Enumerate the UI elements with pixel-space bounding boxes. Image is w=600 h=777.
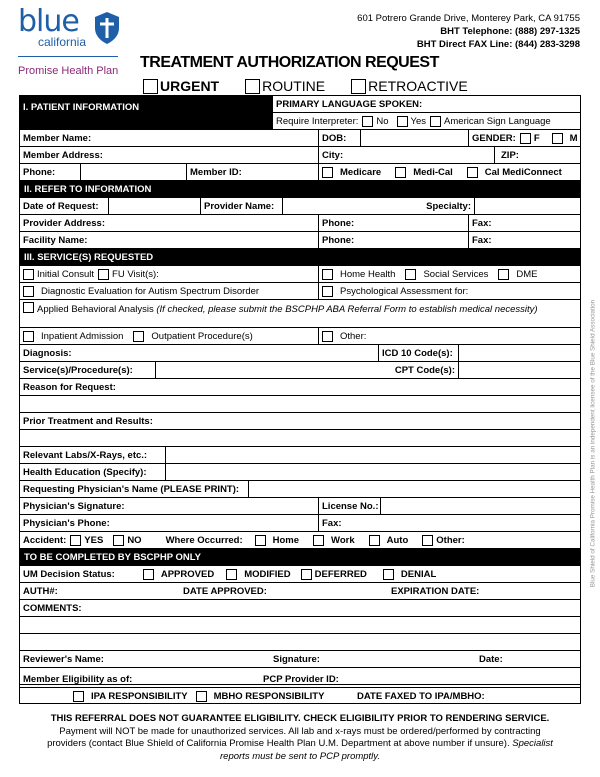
logo <box>18 4 138 77</box>
fu-visits-checkbox[interactable] <box>98 269 109 280</box>
assessment-row: Diagnostic Evaluation for Autism Spectrum Disorder Psychological Assessment for: <box>20 283 580 300</box>
cal-mediconnect-checkbox[interactable] <box>467 167 478 178</box>
member-address-field[interactable]: Member Address: <box>23 149 103 161</box>
urgent-option[interactable]: URGENT <box>143 78 219 94</box>
side-disclaimer: Blue Shield of California Promise Health Plan is an independent licensee of the Blue Shield Association <box>589 299 597 588</box>
routine-checkbox[interactable] <box>245 79 260 94</box>
facility-phone-field[interactable]: Phone: <box>318 232 468 248</box>
license-label: License No.: <box>318 498 380 514</box>
urgent-checkbox[interactable] <box>143 79 158 94</box>
diagnostic-eval-checkbox[interactable] <box>23 286 34 297</box>
comments-field[interactable]: COMMENTS: <box>23 602 82 614</box>
medi-cal-checkbox[interactable] <box>395 167 406 178</box>
auto-checkbox[interactable] <box>369 535 380 546</box>
member-name-row <box>20 130 580 147</box>
provider-address-row <box>20 215 580 232</box>
requesting-physician-field[interactable] <box>248 481 580 497</box>
reason-row <box>20 379 580 396</box>
section-bscphp-only: TO BE COMPLETED BY BSCPHP ONLY <box>20 549 580 566</box>
auth-row <box>20 583 580 600</box>
dme-checkbox[interactable] <box>498 269 509 280</box>
icd10-field[interactable] <box>458 345 580 361</box>
labs-field[interactable] <box>165 447 580 463</box>
physician-signature-row <box>20 498 580 515</box>
aba-checkbox[interactable] <box>23 302 34 313</box>
footer-payment-note: Payment will NOT be made for unauthorized services. All lab and x-rays must be ordered/performed by contracting providers (contact Blue Shield of California Promise Health Plan U.M. Department at above number if unsure). <box>47 725 541 749</box>
zip-field[interactable]: ZIP: <box>494 147 580 163</box>
prior-treatment-row-2[interactable] <box>20 430 580 447</box>
member-address-row <box>20 147 580 164</box>
footer-eligibility-warning: THIS REFERRAL DOES NOT GUARANTEE ELIGIBILITY. CHECK ELIGIBILITY PRIOR TO RENDERING SERVICE. <box>50 713 550 724</box>
comments-row-3[interactable] <box>20 634 580 651</box>
initial-consult-checkbox[interactable] <box>23 269 34 280</box>
diagnosis-row <box>20 345 580 362</box>
accident-row: Accident: YES NO Where Occurred: Home Work Auto Other: <box>20 532 580 549</box>
specialty-label: Specialty: <box>426 200 471 212</box>
retroactive-checkbox[interactable] <box>351 79 366 94</box>
footer-notice <box>40 713 560 763</box>
reviewer-row <box>20 651 580 668</box>
inpatient-checkbox[interactable] <box>23 331 34 342</box>
retroactive-option[interactable]: RETROACTIVE <box>351 78 468 94</box>
date-of-request-label: Date of Request: <box>23 200 99 212</box>
home-checkbox[interactable] <box>255 535 266 546</box>
labs-label: Relevant Labs/X-Rays, etc.: <box>23 449 148 461</box>
physician-fax-field[interactable]: Fax: <box>318 515 580 531</box>
phone-row <box>20 164 580 181</box>
other-location-checkbox[interactable] <box>422 535 433 546</box>
provider-address-field[interactable]: Provider Address: <box>23 217 106 229</box>
facility-fax-field[interactable]: Fax: <box>468 232 580 248</box>
health-education-field[interactable] <box>165 464 580 480</box>
facility-row <box>20 232 580 249</box>
prior-treatment-field[interactable]: Prior Treatment and Results: <box>23 415 153 427</box>
date-faxed-field[interactable]: DATE FAXED TO IPA/MBHO: <box>357 690 485 702</box>
prior-treatment-row <box>20 413 580 430</box>
social-services-checkbox[interactable] <box>405 269 416 280</box>
visit-type-row: Initial Consult FU Visit(s): Home Health Social Services DME <box>20 266 580 283</box>
psych-assessment-checkbox[interactable] <box>322 286 333 297</box>
request-date-row <box>20 198 580 215</box>
request-type-options <box>143 78 494 94</box>
service-procedure-label: Service(s)/Procedure(s): <box>23 364 133 376</box>
date-approved-field[interactable]: DATE APPROVED: <box>183 585 267 597</box>
medicare-checkbox[interactable] <box>322 167 333 178</box>
footer-specialist-note: Specialist reports must be sent to PCP promptly. <box>220 738 553 762</box>
requesting-physician-row <box>20 481 580 498</box>
interpreter-yes-checkbox[interactable] <box>397 116 408 127</box>
reviewer-name-field[interactable]: Reviewer's Name: <box>23 653 104 665</box>
bht-fax: BHT Direct FAX Line: (844) 283-3298 <box>416 39 580 50</box>
primary-language-label[interactable]: PRIMARY LANGUAGE SPOKEN: <box>272 96 580 113</box>
outpatient-checkbox[interactable] <box>133 331 144 342</box>
facility-name-field[interactable]: Facility Name: <box>23 234 88 246</box>
mbho-responsibility-checkbox[interactable] <box>196 691 207 702</box>
reviewer-date-field[interactable]: Date: <box>479 653 503 665</box>
routine-option[interactable]: ROUTINE <box>245 78 325 94</box>
bht-telephone: BHT Telephone: (888) 297-1325 <box>440 26 580 37</box>
requesting-physician-label: Requesting Physician's Name (PLEASE PRINT): <box>23 483 240 495</box>
dob-field[interactable] <box>360 130 468 146</box>
shield-icon <box>94 11 120 45</box>
gender-f-checkbox[interactable] <box>520 133 531 144</box>
health-education-label: Health Education (Specify): <box>23 466 147 478</box>
accident-yes-checkbox[interactable] <box>70 535 81 546</box>
eligibility-row <box>20 671 580 688</box>
provider-name-label: Provider Name: <box>200 198 282 214</box>
comments-row-2[interactable] <box>20 617 580 634</box>
member-id-field[interactable]: Member ID: <box>186 164 318 180</box>
accident-no-checkbox[interactable] <box>113 535 124 546</box>
logo-divider <box>18 56 118 57</box>
section-services-requested: III. SERVICE(S) REQUESTED <box>20 249 580 266</box>
reason-field[interactable]: Reason for Request: <box>23 381 116 393</box>
coverage-options: Medicare Medi-Cal Cal MediConnect <box>318 164 580 180</box>
cpt-label: CPT Code(s): <box>394 364 455 376</box>
patient-header-row <box>20 96 580 130</box>
logo-california-text: california <box>38 35 87 49</box>
section-patient-information: I. PATIENT INFORMATION <box>20 96 267 130</box>
procedure-row <box>20 362 580 379</box>
dob-label: DOB: <box>318 130 360 146</box>
physician-phone-row <box>20 515 580 532</box>
work-checkbox[interactable] <box>313 535 324 546</box>
interpreter-no-checkbox[interactable] <box>362 116 373 127</box>
icd10-label: ICD 10 Code(s): <box>378 345 458 361</box>
page-title: TREATMENT AUTHORIZATION REQUEST <box>140 54 439 71</box>
logo-blue-text: blue <box>18 4 79 39</box>
auth-number-field[interactable]: AUTH#: <box>23 585 58 597</box>
cpt-field[interactable] <box>458 362 580 378</box>
license-field[interactable] <box>380 498 580 514</box>
reviewer-signature-field[interactable]: Signature: <box>273 653 320 665</box>
approved-checkbox[interactable] <box>143 569 154 580</box>
labs-row <box>20 447 580 464</box>
city-field[interactable]: City: <box>318 147 494 163</box>
um-decision-row: UM Decision Status: APPROVED MODIFIED DEFERRED DENIAL <box>20 566 580 583</box>
health-education-row <box>20 464 580 481</box>
gender-m-checkbox[interactable] <box>552 133 563 144</box>
provider-name-field[interactable] <box>282 198 422 214</box>
logo-plan-text: Promise Health Plan <box>18 65 119 77</box>
provider-phone-field[interactable]: Phone: <box>318 215 468 231</box>
contact-address <box>357 12 580 51</box>
ipa-responsibility-checkbox[interactable] <box>73 691 84 702</box>
section-refer-to-information: II. REFER TO INFORMATION <box>20 181 580 198</box>
deferred-checkbox[interactable] <box>301 569 312 580</box>
denial-checkbox[interactable] <box>383 569 394 580</box>
phone-label: Phone: <box>23 166 56 178</box>
interpreter-asl-checkbox[interactable] <box>430 116 441 127</box>
aba-row: Applied Behavioral Analysis (If checked, please submit the BSCPHP ABA Referral Form to establish medical necessity) <box>20 300 580 328</box>
responsibility-row: IPA RESPONSIBILITY MBHO RESPONSIBILITY DATE FAXED TO IPA/MBHO: <box>20 688 580 704</box>
pcp-provider-id-field[interactable]: PCP Provider ID: <box>263 673 339 685</box>
member-name-field[interactable]: Member Name: <box>23 132 92 144</box>
other-service-checkbox[interactable] <box>322 331 333 342</box>
admission-row: Inpatient Admission Outpatient Procedure(s) Other: <box>20 328 580 345</box>
comments-row <box>20 600 580 617</box>
physician-phone-field[interactable]: Physician's Phone: <box>23 517 110 529</box>
physician-signature-field[interactable]: Physician's Signature: <box>23 500 125 512</box>
member-eligibility-field[interactable]: Member Eligibility as of: <box>23 673 133 685</box>
gender-field: GENDER: F M <box>468 130 580 146</box>
specialty-field[interactable] <box>474 198 580 214</box>
reason-row-2[interactable] <box>20 396 580 413</box>
service-procedure-field[interactable] <box>155 362 378 378</box>
provider-fax-field[interactable]: Fax: <box>468 215 580 231</box>
modified-checkbox[interactable] <box>226 569 237 580</box>
expiration-date-field[interactable]: EXPIRATION DATE: <box>391 585 480 597</box>
interpreter-row: Require Interpreter: No Yes American Sign Language <box>272 113 580 130</box>
address-line: 601 Potrero Grande Drive, Monterey Park, CA 91755 <box>357 13 580 24</box>
home-health-checkbox[interactable] <box>322 269 333 280</box>
date-of-request-field[interactable] <box>108 198 200 214</box>
phone-field[interactable] <box>80 164 186 180</box>
diagnosis-field[interactable]: Diagnosis: <box>23 347 72 359</box>
authorization-form <box>19 95 581 704</box>
